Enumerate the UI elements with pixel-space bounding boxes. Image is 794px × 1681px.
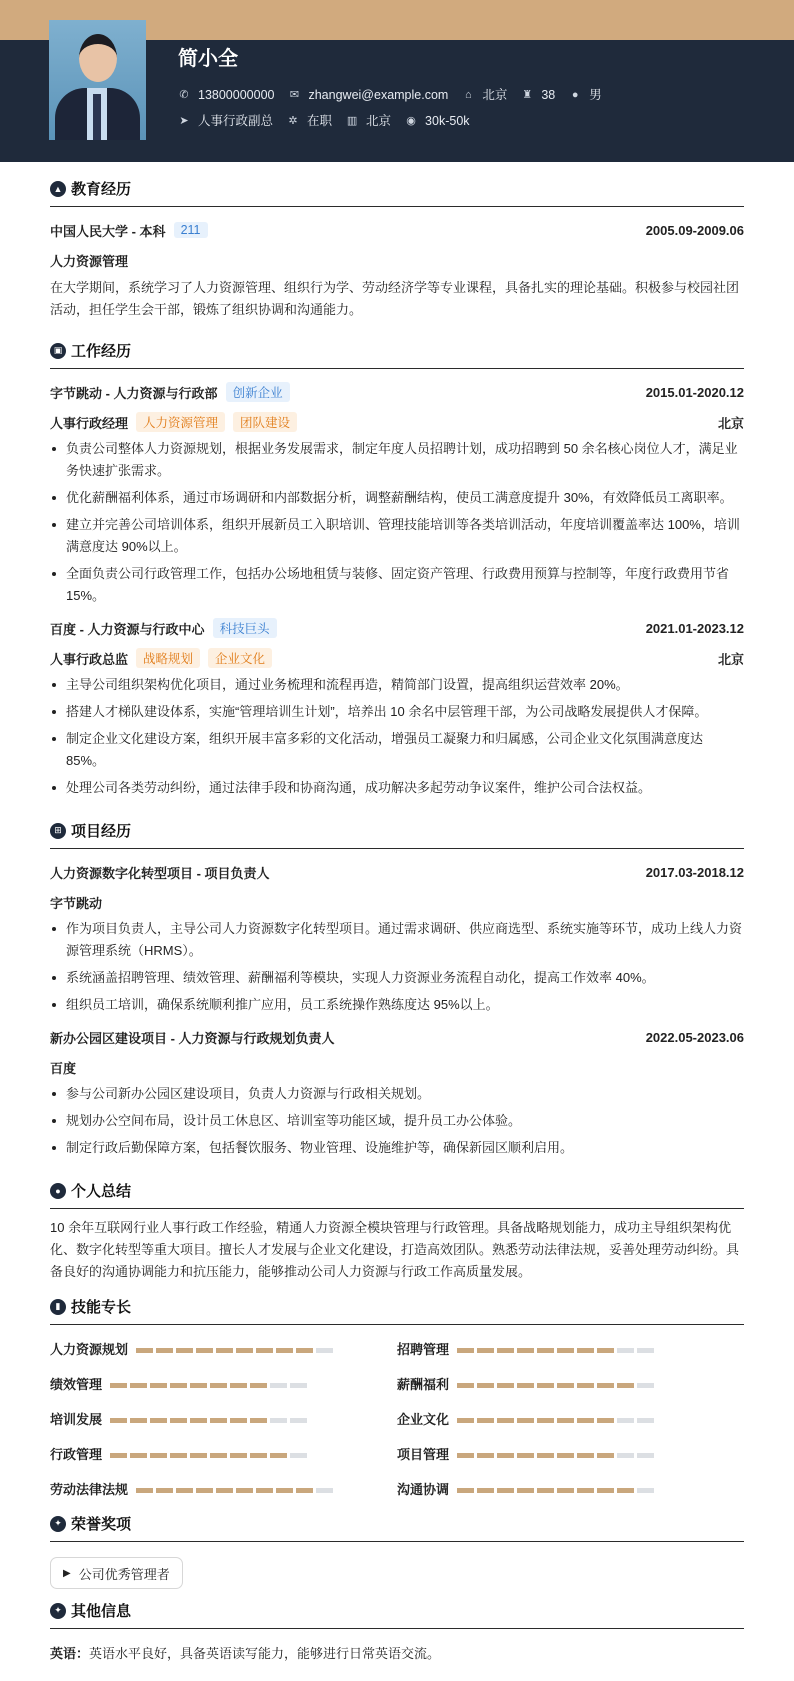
- skill-segment-filled: [577, 1418, 594, 1423]
- triangle-right-icon: ▶: [63, 1567, 71, 1579]
- skill-level-bar: [457, 1481, 657, 1496]
- section-title: 荣誉奖项: [71, 1516, 132, 1533]
- work-header-row: [50, 617, 744, 639]
- skill-name: 行政管理: [50, 1447, 103, 1462]
- role-tag: 战略规划: [136, 648, 200, 668]
- skill-level-bar: [110, 1446, 310, 1461]
- skill-segment-filled: [497, 1348, 514, 1353]
- skill-level-bar: [457, 1376, 657, 1391]
- work-bullets: [50, 438, 744, 607]
- skill-item: [50, 1339, 397, 1358]
- skill-name: 劳动法律法规: [50, 1482, 129, 1497]
- school: 中国人民大学 - 本科: [50, 223, 166, 239]
- other-label: 英语：: [50, 1646, 90, 1661]
- skill-segment-filled: [210, 1453, 227, 1458]
- skill-segment-filled: [196, 1488, 213, 1493]
- bar-chart-icon: ▮: [50, 1299, 66, 1315]
- skill-segment-filled: [276, 1348, 293, 1353]
- skill-segment-empty: [290, 1453, 307, 1458]
- skill-item: [397, 1374, 744, 1393]
- project-header-row: [50, 1026, 744, 1048]
- send-icon: ➤: [179, 115, 189, 127]
- skill-segment-filled: [170, 1453, 187, 1458]
- education-entry: [50, 219, 744, 241]
- skill-segment-filled: [256, 1488, 273, 1493]
- skill-segment-filled: [517, 1488, 534, 1493]
- skill-segment-filled: [477, 1348, 494, 1353]
- section-title: 个人总结: [71, 1183, 132, 1200]
- skill-segment-filled: [110, 1418, 127, 1423]
- status-icon: ✲: [288, 115, 298, 127]
- skill-segment-filled: [597, 1488, 614, 1493]
- skill-segment-filled: [276, 1488, 293, 1493]
- skill-segment-filled: [176, 1488, 193, 1493]
- skill-item: [50, 1444, 397, 1463]
- project-company: 百度: [50, 1060, 77, 1076]
- target-city: 北京: [366, 114, 392, 128]
- skill-segment-filled: [577, 1348, 594, 1353]
- section-work: [50, 339, 744, 369]
- salary-icon: ◉: [406, 115, 416, 127]
- bullet-item: 组织员工培训，确保系统顺利推广应用，员工系统操作熟练度达 95%以上。: [50, 994, 744, 1016]
- section-title: 项目经历: [71, 823, 132, 840]
- user-icon: ●: [50, 1183, 66, 1199]
- skill-segment-filled: [577, 1488, 594, 1493]
- job-intent-row: [178, 112, 484, 130]
- project-bullets: [50, 918, 744, 1016]
- skill-segment-filled: [130, 1418, 147, 1423]
- skill-segment-filled: [617, 1488, 634, 1493]
- project-company-row: [50, 1056, 744, 1078]
- role-row: [50, 647, 744, 669]
- skill-segment-empty: [617, 1453, 634, 1458]
- skill-segment-filled: [577, 1383, 594, 1388]
- skill-segment-filled: [457, 1453, 474, 1458]
- skill-segment-empty: [637, 1488, 654, 1493]
- award-item: [50, 1557, 183, 1589]
- bullet-item: 建立并完善公司培训体系，组织开展新员工入职培训、管理技能培训等各类培训活动，年度培训覆盖率达 100%，培训满意度达 90%以上。: [50, 514, 744, 558]
- skill-segment-filled: [190, 1418, 207, 1423]
- skill-segment-filled: [517, 1418, 534, 1423]
- resume-body: [50, 162, 744, 1665]
- role-tag: 人力资源管理: [136, 412, 225, 432]
- phone-icon: ✆: [179, 89, 189, 101]
- grid-icon: ⊞: [50, 823, 66, 839]
- skill-segment-filled: [256, 1348, 273, 1353]
- skill-segment-empty: [290, 1418, 307, 1423]
- skill-segment-empty: [270, 1418, 287, 1423]
- project-company: 字节跳动: [50, 895, 103, 911]
- skill-segment-filled: [250, 1383, 267, 1388]
- skill-segment-filled: [250, 1418, 267, 1423]
- education-desc: 在大学期间，系统学习了人力资源管理、组织行为学、劳动经济学等专业课程，具备扎实的理论基础。积极参与校园社团活动，担任学生会干部，锻炼了组织协调和沟通能力。: [50, 280, 740, 317]
- skill-segment-filled: [557, 1488, 574, 1493]
- company: 字节跳动 - 人力资源与行政部: [50, 385, 218, 401]
- skill-segment-filled: [150, 1453, 167, 1458]
- company-tag: 科技巨头: [213, 618, 277, 638]
- project-company-row: [50, 891, 744, 913]
- skill-item: [397, 1444, 744, 1463]
- skill-level-bar: [457, 1446, 657, 1461]
- skill-name: 沟通协调: [397, 1482, 450, 1497]
- skill-level-bar: [110, 1411, 310, 1426]
- skill-segment-filled: [537, 1453, 554, 1458]
- project-date: 2017.03-2018.12: [645, 864, 744, 880]
- major: 人力资源管理: [50, 253, 129, 269]
- cake-icon: ♜: [522, 89, 533, 101]
- company-tag: 创新企业: [226, 382, 290, 402]
- company-group: [50, 618, 277, 638]
- building-icon: ▥: [346, 115, 358, 127]
- award-icon: ✦: [50, 1516, 66, 1532]
- email[interactable]: zhangwei@example.com: [308, 88, 449, 102]
- skill-segment-empty: [617, 1348, 634, 1353]
- project-bullets: [50, 1083, 744, 1159]
- skill-segment-filled: [537, 1418, 554, 1423]
- skill-item: [50, 1479, 397, 1498]
- skill-segment-filled: [477, 1383, 494, 1388]
- skill-segment-empty: [270, 1383, 287, 1388]
- skill-segment-filled: [617, 1383, 634, 1388]
- skill-name: 人力资源规划: [50, 1342, 129, 1357]
- bullet-item: 规划办公空间布局，设计员工休息区、培训室等功能区域，提升员工办公体验。: [50, 1110, 744, 1132]
- section-summary: [50, 1179, 744, 1209]
- phone: 13800000000: [198, 88, 275, 102]
- award-label: 公司优秀管理者: [78, 1566, 170, 1582]
- skill-segment-filled: [296, 1348, 313, 1353]
- role: 人事行政经理: [50, 415, 129, 431]
- salary: 30k-50k: [425, 114, 470, 128]
- skill-segment-empty: [316, 1488, 333, 1493]
- skill-segment-filled: [210, 1383, 227, 1388]
- role-tag: 团队建设: [233, 412, 297, 432]
- section-skills: [50, 1295, 744, 1325]
- bullet-item: 全面负责公司行政管理工作，包括办公场地租赁与装修、固定资产管理、行政费用预算与控制等，年度行政费用节省 15%。: [50, 563, 744, 607]
- skill-item: [397, 1409, 744, 1428]
- skill-segment-filled: [270, 1453, 287, 1458]
- role: 人事行政总监: [50, 651, 129, 667]
- skill-name: 薪酬福利: [397, 1377, 450, 1392]
- skill-segment-filled: [156, 1488, 173, 1493]
- skill-level-bar: [136, 1341, 336, 1356]
- skill-segment-filled: [497, 1383, 514, 1388]
- section-other: [50, 1599, 744, 1629]
- bullet-item: 作为项目负责人，主导公司人力资源数字化转型项目。通过需求调研、供应商选型、系统实施等环节，成功上线人力资源管理系统（HRMS）。: [50, 918, 744, 962]
- gender: 男: [589, 88, 602, 102]
- skill-segment-filled: [216, 1348, 233, 1353]
- skill-segment-filled: [170, 1418, 187, 1423]
- skill-segment-filled: [517, 1348, 534, 1353]
- skill-name: 企业文化: [397, 1412, 450, 1427]
- skill-segment-empty: [637, 1453, 654, 1458]
- section-title: 其他信息: [71, 1603, 132, 1620]
- skill-item: [50, 1409, 397, 1428]
- skill-segment-filled: [457, 1348, 474, 1353]
- skill-segment-empty: [316, 1348, 333, 1353]
- work-date: 2021.01-2023.12: [645, 620, 744, 636]
- bullet-item: 参与公司新办公园区建设项目，负责人力资源与行政相关规划。: [50, 1083, 744, 1105]
- skill-segment-filled: [597, 1418, 614, 1423]
- skill-segment-filled: [517, 1453, 534, 1458]
- skill-segment-empty: [617, 1418, 634, 1423]
- target-position: 人事行政副总: [198, 114, 274, 128]
- skill-segment-filled: [457, 1418, 474, 1423]
- major-row: [50, 249, 744, 271]
- candidate-name: 简小全: [178, 48, 238, 70]
- skill-segment-filled: [477, 1418, 494, 1423]
- skill-segment-empty: [290, 1383, 307, 1388]
- skill-item: [397, 1479, 744, 1498]
- work-bullets: [50, 674, 744, 799]
- bullet-item: 搭建人才梯队建设体系，实施“管理培训生计划”，培养出 10 余名中层管理干部，为公司战略发展提供人才保障。: [50, 701, 744, 723]
- skill-segment-filled: [230, 1383, 247, 1388]
- skill-segment-filled: [130, 1453, 147, 1458]
- company-group: [50, 382, 290, 402]
- skill-item: [397, 1339, 744, 1358]
- skill-segment-filled: [236, 1348, 253, 1353]
- bullet-item: 处理公司各类劳动纠纷，通过法律手段和协商沟通，成功解决多起劳动争议案件，维护公司合法权益。: [50, 777, 744, 799]
- skill-segment-filled: [597, 1383, 614, 1388]
- skill-segment-filled: [190, 1383, 207, 1388]
- avatar-photo: [49, 20, 146, 140]
- skill-segment-filled: [170, 1383, 187, 1388]
- skill-segment-filled: [216, 1488, 233, 1493]
- skill-segment-filled: [296, 1488, 313, 1493]
- skill-segment-filled: [497, 1453, 514, 1458]
- section-education: [50, 177, 744, 207]
- bullet-item: 负责公司整体人力资源规划，根据业务发展需求，制定年度人员招聘计划，成功招聘到 50 余名核心岗位人才，满足业务快速扩张需求。: [50, 438, 744, 482]
- skill-segment-filled: [457, 1488, 474, 1493]
- skill-segment-filled: [236, 1488, 253, 1493]
- skill-name: 招聘管理: [397, 1342, 450, 1357]
- skill-segment-filled: [537, 1348, 554, 1353]
- bullet-item: 主导公司组织架构优化项目，通过业务梳理和流程再造，精简部门设置，提高组织运营效率 20%。: [50, 674, 744, 696]
- company: 百度 - 人力资源与行政中心: [50, 621, 205, 637]
- section-awards: [50, 1512, 744, 1542]
- summary-text: 10 余年互联网行业人事行政工作经验，精通人力资源全模块管理与行政管理。具备战略规划能力，成功主导组织架构优化、数字化转型等重大项目。擅长人才发展与企业文化建设，打造高效团队。熟悉劳动法律法规，妥善处理劳动纠纷。具备良好的沟通协调能力和抗压能力，能够推动公司人力资源与行政工作高质量发展。: [50, 1220, 740, 1279]
- skill-segment-filled: [557, 1418, 574, 1423]
- section-projects: [50, 819, 744, 849]
- skill-segment-empty: [637, 1418, 654, 1423]
- skill-segment-filled: [230, 1418, 247, 1423]
- skill-segment-filled: [210, 1418, 227, 1423]
- other-info: [50, 1643, 744, 1665]
- bullet-item: 制定行政后勤保障方案，包括餐饮服务、物业管理、设施维护等，确保新园区顺利启用。: [50, 1137, 744, 1159]
- other-text: 英语水平良好，具备英语读写能力，能够进行日常英语交流。: [89, 1646, 441, 1661]
- skill-segment-filled: [136, 1348, 153, 1353]
- skill-level-bar: [110, 1376, 310, 1391]
- skill-name: 绩效管理: [50, 1377, 103, 1392]
- skill-name: 项目管理: [397, 1447, 450, 1462]
- mail-icon: ✉: [289, 89, 300, 101]
- bullet-item: 制定企业文化建设方案，组织开展丰富多彩的文化活动，增强员工凝聚力和归属感，公司企业文化氛围满意度达 85%。: [50, 728, 744, 772]
- skill-segment-filled: [497, 1418, 514, 1423]
- skill-segment-filled: [497, 1488, 514, 1493]
- bullet-item: 系统涵盖招聘管理、绩效管理、薪酬福利等模块，实现人力资源业务流程自动化，提高工作效率 40%。: [50, 967, 744, 989]
- skill-segment-filled: [130, 1383, 147, 1388]
- project-title: 人力资源数字化转型项目 - 项目负责人: [50, 865, 270, 881]
- work-header-row: [50, 381, 744, 403]
- skill-segment-filled: [110, 1453, 127, 1458]
- skill-name: 培训发展: [50, 1412, 103, 1427]
- project-header-row: [50, 861, 744, 883]
- skill-segment-filled: [190, 1453, 207, 1458]
- work-date: 2015.01-2020.12: [645, 384, 744, 400]
- skill-segment-filled: [230, 1453, 247, 1458]
- skill-level-bar: [136, 1481, 336, 1496]
- role-tag: 企业文化: [208, 648, 272, 668]
- skill-segment-filled: [537, 1383, 554, 1388]
- skill-segment-filled: [477, 1488, 494, 1493]
- info-icon: ✦: [50, 1603, 66, 1619]
- bullet-item: 优化薪酬福利体系，通过市场调研和内部数据分析，调整薪酬结构，使员工满意度提升 30%，有效降低员工离职率。: [50, 487, 744, 509]
- skill-item: [50, 1374, 397, 1393]
- skill-segment-filled: [557, 1348, 574, 1353]
- role-row: [50, 411, 744, 433]
- role-group: [50, 648, 272, 668]
- skill-segment-filled: [176, 1348, 193, 1353]
- skill-segment-filled: [150, 1418, 167, 1423]
- skill-segment-filled: [196, 1348, 213, 1353]
- gender-icon: ●: [571, 89, 579, 101]
- contact-row: [178, 86, 616, 104]
- project-title: 新办公园区建设项目 - 人力资源与行政规划负责人: [50, 1030, 335, 1046]
- skill-segment-filled: [597, 1453, 614, 1458]
- section-title: 工作经历: [71, 343, 132, 360]
- skill-segment-filled: [136, 1488, 153, 1493]
- skill-segment-filled: [537, 1488, 554, 1493]
- graduation-cap-icon: ▲: [50, 181, 66, 197]
- briefcase-icon: ▣: [50, 343, 66, 359]
- skill-segment-filled: [250, 1453, 267, 1458]
- skill-segment-filled: [557, 1383, 574, 1388]
- work-location: 北京: [717, 651, 744, 667]
- home-icon: ⌂: [465, 89, 472, 101]
- work-location: 北京: [717, 415, 744, 431]
- skill-segment-empty: [637, 1348, 654, 1353]
- age: 38: [541, 88, 556, 102]
- skill-segment-empty: [637, 1383, 654, 1388]
- skill-segment-filled: [577, 1453, 594, 1458]
- education-date: 2005.09-2009.06: [645, 222, 744, 238]
- skill-segment-filled: [557, 1453, 574, 1458]
- section-title: 技能专长: [71, 1299, 132, 1316]
- skill-level-bar: [457, 1411, 657, 1426]
- skill-segment-filled: [517, 1383, 534, 1388]
- skill-segment-filled: [597, 1348, 614, 1353]
- project-date: 2022.05-2023.06: [645, 1029, 744, 1045]
- skill-segment-filled: [110, 1383, 127, 1388]
- skill-segment-filled: [477, 1453, 494, 1458]
- school-tag: 211: [174, 222, 208, 238]
- skill-level-bar: [457, 1341, 657, 1356]
- job-status: 在职: [307, 114, 333, 128]
- skill-segment-filled: [457, 1383, 474, 1388]
- section-title: 教育经历: [71, 181, 132, 198]
- location: 北京: [482, 88, 508, 102]
- role-group: [50, 412, 297, 432]
- skill-segment-filled: [156, 1348, 173, 1353]
- skill-segment-filled: [150, 1383, 167, 1388]
